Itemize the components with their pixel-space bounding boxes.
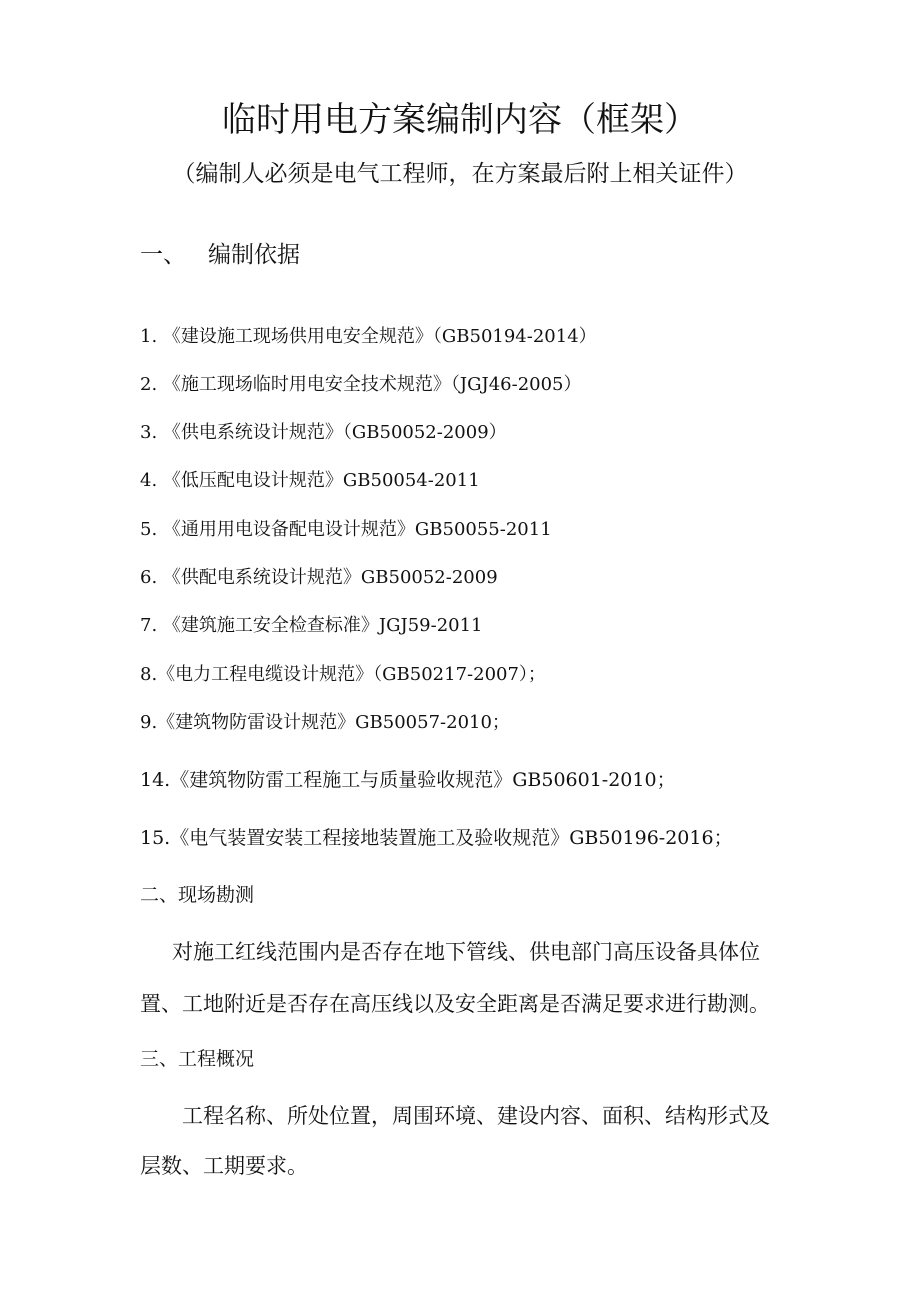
reference-item: 7. 《建筑施工安全检查标准》JGJ59-2011 <box>140 615 483 636</box>
reference-item: 1. 《建设施工现场供用电安全规范》（GB50194-2014） <box>140 326 597 347</box>
reference-item: 4. 《低压配电设计规范》GB50054-2011 <box>140 470 480 491</box>
section-3-paragraph-line-1: 工程名称、所处位置，周围环境、建设内容、面积、结构形式及 <box>182 1104 770 1128</box>
reference-item: 8.《电力工程电缆设计规范》（GB50217-2007）； <box>140 664 546 685</box>
section-2-paragraph-line-1: 对施工红线范围内是否存在地下管线、供电部门高压设备具体位 <box>172 940 760 964</box>
reference-item: 14.《建筑物防雷工程施工与质量验收规范》GB50601-2010； <box>140 769 676 791</box>
reference-item: 5. 《通用用电设备配电设计规范》GB50055-2011 <box>140 519 552 540</box>
document-title: 临时用电方案编制内容（框架） <box>222 100 698 140</box>
section-3-heading: 三、工程概况 <box>140 1048 255 1070</box>
reference-item: 15.《电气装置安装工程接地装置施工及验收规范》GB50196-2016； <box>140 827 733 849</box>
reference-item: 2. 《施工现场临时用电安全技术规范》（JGJ46-2005） <box>140 374 582 395</box>
section-2-paragraph-line-2: 置、工地附近是否存在高压线以及安全距离是否满足要求进行勘测。 <box>140 992 770 1016</box>
reference-item: 3. 《供电系统设计规范》（GB50052-2009） <box>140 422 507 443</box>
section-1-title: 编制依据 <box>208 242 300 268</box>
reference-item: 6. 《供配电系统设计规范》GB50052-2009 <box>140 567 498 588</box>
reference-item: 9.《建筑物防雷设计规范》GB50057-2010； <box>140 712 510 733</box>
section-1-heading <box>140 244 300 267</box>
section-3-paragraph-line-2: 层数、工期要求。 <box>140 1154 308 1178</box>
section-1-number: 一、 <box>140 242 186 268</box>
section-2-heading: 二、现场勘测 <box>140 884 255 906</box>
document-subtitle: （编制人必须是电气工程师，在方案最后附上相关证件） <box>172 161 748 187</box>
